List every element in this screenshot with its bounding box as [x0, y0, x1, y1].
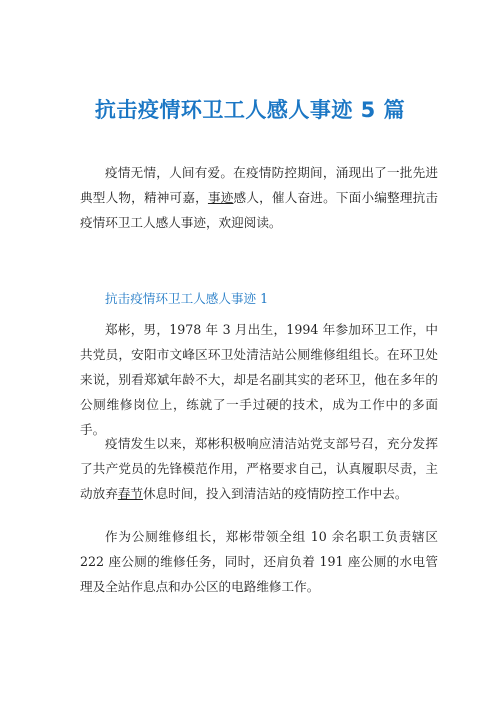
body-paragraph-1: 郑彬，男，1978 年 3 月出生，1994 年参加环卫工作，中共党员，安阳市文峰区环卫处清洁站公厕维修组组长。在环卫处来说，别看郑斌年龄不大，却是名副其实的老环卫，他在多年的公厕维修岗位上，练就了一手过硬的技术，成为工作中的多面手。 — [80, 322, 438, 437]
paragraph-2-text-before: 疫情发生以来，郑彬积极响应清洁站党支部号召，充分发挥了共产党员的先锋模范作用，严格要求自己，认真履职尽责，主动放弃 — [80, 436, 438, 501]
section-title: 抗击疫情环卫工人感人事迹 1 — [105, 291, 269, 306]
intro-paragraph — [80, 160, 438, 235]
body-paragraph-2 — [80, 431, 438, 506]
paragraph-2-text-after: 休息时间，投入到清洁站的疫情防控工作中去。 — [142, 486, 408, 501]
paragraph-2-link[interactable]: 春节 — [117, 486, 143, 501]
document-title: 抗击疫情环卫工人感人事迹 5 篇 — [94, 98, 406, 122]
intro-link[interactable]: 事迹 — [207, 190, 234, 205]
intro-text-after: 感人，催人奋进。下面小编整理抗击疫情环卫工人感人事迹，欢迎阅读。 — [80, 190, 439, 230]
body-paragraph-3: 作为公厕维修组长，郑彬带领全组 10 余名职工负责辖区 222 座公厕的维修任务，同时，还肩负着 191 座公厕的水电管理及全站作息点和办公区的电路维修工作。 — [80, 529, 438, 594]
intro-text-before: 疫情无情，人间有爱。在疫情防控期间，涌现出了一批先进典型人物，精神可嘉， — [80, 165, 438, 205]
